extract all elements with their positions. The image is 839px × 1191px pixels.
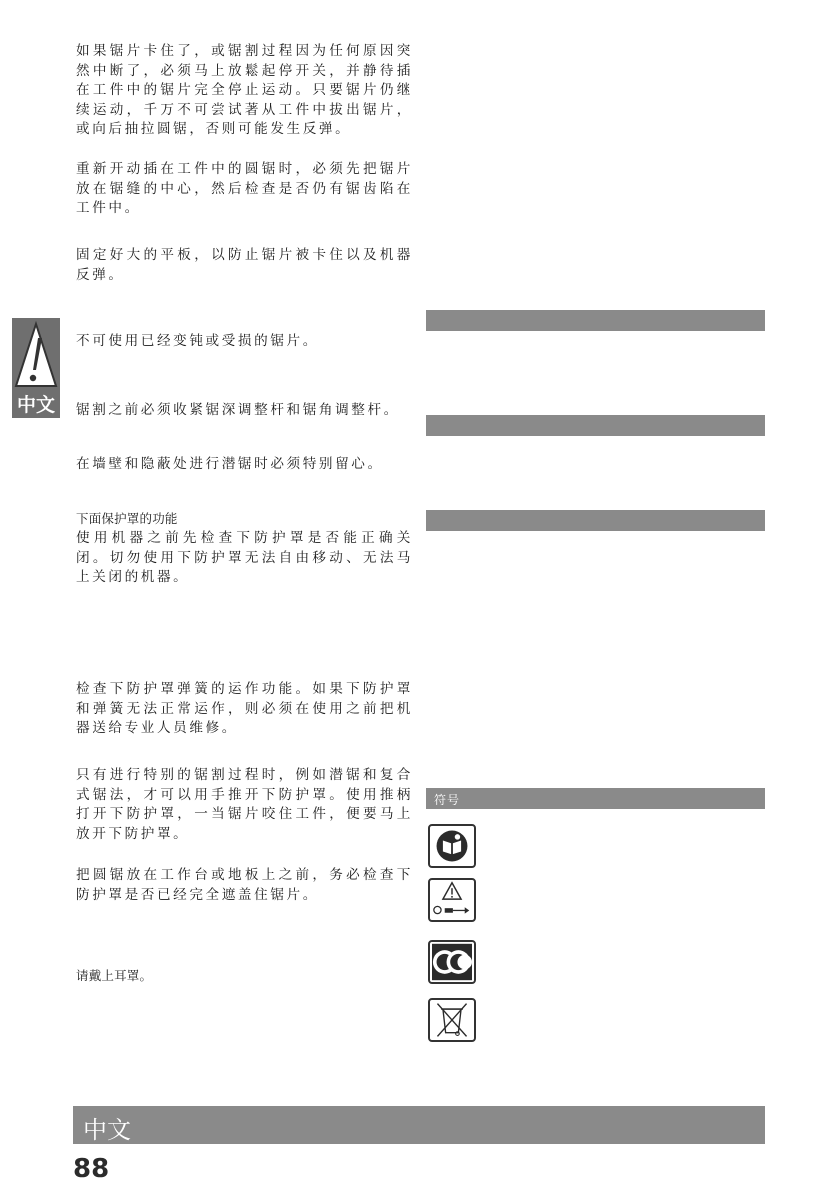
paragraph-check-guard: 使用机器之前先检查下防护罩是否能正确关闭。切勿使用下防护罩无法自由移动、无法马上关闭的机器。 — [76, 530, 413, 585]
paragraph-plunge-cut-caution: 在墙壁和隐蔽处进行潜锯时必须特别留心。 — [76, 456, 384, 472]
paragraph-tighten-levers: 锯割之前必须收紧锯深调整杆和锯角调整杆。 — [76, 402, 400, 418]
paragraph-dull-blades: 不可使用已经变钝或受损的锯片。 — [76, 333, 319, 349]
read-manual-icon — [428, 824, 476, 868]
footer-language-bar — [73, 1106, 765, 1144]
paragraph-blade-jam: 如果锯片卡住了，或锯割过程因为任何原因突然中断了，必须马上放鬆起停开关，并静待插在工件中的锯片完全停止运动。只要锯片仍继续运动，千万不可尝试著从工件中拔出锯片，或向后抽拉圆锯，否则可能发生反弹。 — [76, 43, 413, 137]
paragraph-check-cover: 把圆锯放在工作台或地板上之前，务必检查下防护罩是否已经完全遮盖住锯片。 — [76, 867, 413, 903]
symbols-heading-bar — [426, 788, 765, 809]
paragraph-manual-retract: 只有进行特别的锯割过程时，例如潜锯和复合式锯法，才可以用手推开下防护罩。使用推柄打开下防护罩，一当锯片咬住工件，便要马上放开下防护罩。 — [76, 767, 413, 842]
paragraph-restart-saw: 重新开动插在工件中的圆锯时，必须先把锯片放在锯缝的中心，然后检查是否仍有锯齿陷在工件中。 — [76, 161, 413, 216]
paragraph-ear-protection: 请戴上耳罩。 — [76, 968, 153, 983]
section-bar-1 — [426, 310, 765, 331]
symbols-heading: 符号 — [434, 793, 461, 807]
saw-blades-icon — [428, 940, 476, 984]
section-bar-3 — [426, 510, 765, 531]
side-tab-language: 中文 — [16, 394, 55, 416]
paragraph-guard-spring: 检查下防护罩弹簧的运作功能。如果下防护罩和弹簧无法正常运作，则必须在使用之前把机器送给专业人员维修。 — [76, 681, 413, 736]
footer-language: 中文 — [83, 1116, 131, 1144]
warning-icon — [14, 320, 58, 392]
weee-bin-icon — [428, 998, 476, 1042]
unplug-warning-icon — [428, 878, 476, 922]
page-number: 88 — [73, 1154, 110, 1184]
section-bar-2 — [426, 415, 765, 436]
language-side-tab — [12, 318, 60, 418]
paragraph-support-panels: 固定好大的平板，以防止锯片被卡住以及机器反弹。 — [76, 247, 413, 283]
heading-lower-guard: 下面保护罩的功能 — [76, 511, 178, 526]
